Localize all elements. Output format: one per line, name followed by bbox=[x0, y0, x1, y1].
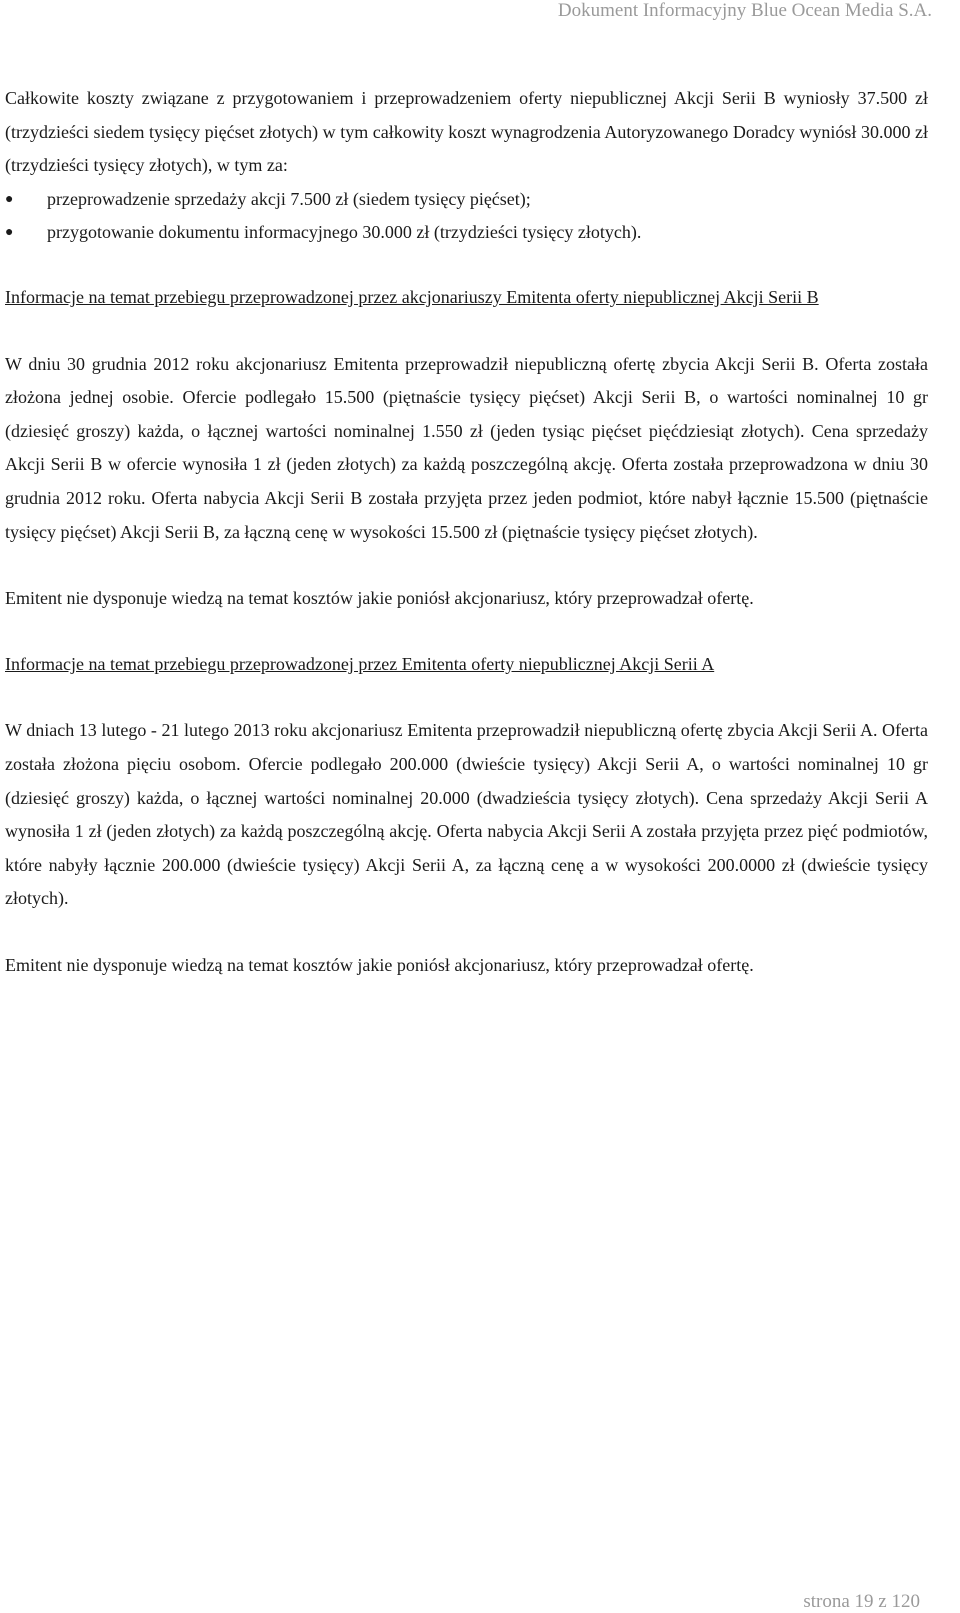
list-item: ● przeprowadzenie sprzedaży akcji 7.500 zł (siedem tysięcy pięćset); bbox=[5, 183, 928, 217]
list-item: ● przygotowanie dokumentu informacyjnego 30.000 zł (trzydzieści tysięcy złotych). bbox=[5, 216, 928, 250]
costs-list bbox=[5, 183, 928, 250]
series-a-paragraph: W dniach 13 lutego - 21 lutego 2013 roku akcjonariusz Emitenta przeprowadził niepubliczną ofertę zbycia Akcji Serii A. Oferta została złożona pięciu osobom. Ofercie podlegało 200.000 (dwieście tysięcy) Akcji Serii A, o wartości nominalnej 10 gr (dziesięć groszy) każda, o łącznej wartości nominalnej 20.000 (dwadzieścia tysięcy złotych). Cena sprzedaży Akcji Serii A wynosiła 1 zł (jeden złotych) za każdą poszczególną akcję. Oferta nabycia Akcji Serii A została przyjęta przez pięć podmiotów, które nabyły łącznie 200.000 (dwieście tysięcy) Akcji Serii A, za łączną cenę a w wysokości 200.0000 zł (dwieście tysięcy złotych). bbox=[5, 720, 928, 909]
series-a-costs-note: Emitent nie dysponuje wiedzą na temat kosztów jakie poniósł akcjonariusz, który przeprowadzał ofertę. bbox=[5, 954, 754, 975]
page-number: strona 19 z 120 bbox=[803, 1591, 920, 1612]
section-heading-series-a: Informacje na temat przebiegu przeprowadzonej przez Emitenta oferty niepublicznej Akcji Serii A bbox=[5, 653, 715, 674]
document-body bbox=[5, 82, 928, 982]
document-header: Dokument Informacyjny Blue Ocean Media S.A. bbox=[557, 0, 932, 21]
costs-paragraph: Całkowite koszty związane z przygotowaniem i przeprowadzeniem oferty niepublicznej Akcji Serii B wyniosły 37.500 zł (trzydzieści siedem tysięcy pięćset złotych) w tym całkowity koszt wynagrodzenia Autoryzowanego Doradcy wyniósł 30.000 zł (trzydzieści tysięcy złotych), w tym za: bbox=[5, 88, 928, 176]
section-heading-series-b: Informacje na temat przebiegu przeprowadzonej przez akcjonariuszy Emitenta oferty niepublicznej Akcji Serii B bbox=[5, 286, 819, 307]
series-b-paragraph: W dniu 30 grudnia 2012 roku akcjonariusz Emitenta przeprowadził niepubliczną ofertę zbycia Akcji Serii B. Oferta została złożona jednej osobie. Ofercie podlegało 15.500 (piętnaście tysięcy pięćset) Akcji Serii B, o wartości nominalnej 10 gr (dziesięć groszy) każda, o łącznej wartości nominalnej 1.550 zł (jeden tysiąc pięćset pięćdziesiąt złotych). Cena sprzedaży Akcji Serii B w ofercie wynosiła 1 zł (jeden złotych) za każdą poszczególną akcję. Oferta została przeprowadzona w dniu 30 grudnia 2012 roku. Oferta nabycia Akcji Serii B została przyjęta przez jeden podmiot, które nabył łącznie 15.500 (piętnaście tysięcy pięćset) Akcji Serii B, za łączną cenę w wysokości 15.500 zł (piętnaście tysięcy pięćset złotych). bbox=[5, 353, 928, 542]
series-b-costs-note: Emitent nie dysponuje wiedzą na temat kosztów jakie poniósł akcjonariusz, który przeprowadzał ofertę. bbox=[5, 588, 754, 609]
